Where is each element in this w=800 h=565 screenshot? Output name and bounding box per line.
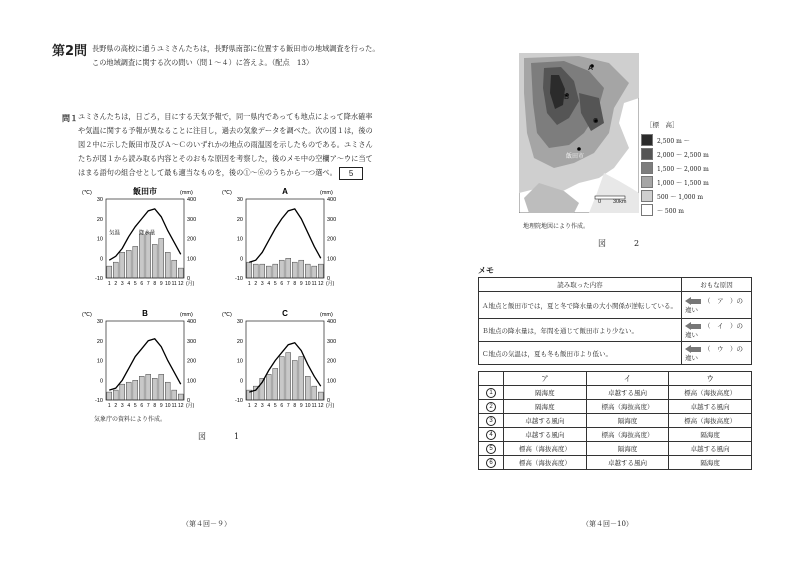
y-tick-right: 0 [327,398,331,404]
y-tick-right: 100 [187,256,197,263]
precip-bar [107,266,112,278]
precip-bar [318,264,323,278]
precip-bar [178,394,183,400]
memo-header-cause: おもな原因 [682,278,752,292]
choice-number[interactable]: 2 [486,402,496,412]
precip-bar [139,376,144,400]
precip-bar [152,244,157,278]
y-tick-left: 20 [96,338,103,345]
precip-bar [165,382,170,400]
choice-number[interactable]: 5 [486,444,496,454]
memo-header-row [479,278,752,292]
precip-bar [292,361,297,401]
map-legend-item [641,203,709,217]
question-title: 第2問 [52,44,88,59]
answer-u: 卓越する風向 [669,442,752,456]
memo-cause: （ ア ）の違い [685,297,743,314]
x-tick: 10 [304,281,311,287]
answer-row[interactable] [479,442,752,456]
x-tick: 6 [140,281,144,287]
x-tick: 10 [164,403,171,409]
answer-header-a: ア [504,372,587,386]
answer-row[interactable] [479,386,752,400]
answer-row[interactable] [479,428,752,442]
map-label-b: B [564,94,570,101]
x-tick: 8 [293,403,297,409]
precip-bar [107,392,112,400]
x-tick: 11 [171,281,177,287]
x-tick: 9 [299,281,303,287]
precip-bar [299,357,304,400]
answer-choice-table [478,371,752,470]
answer-header-row [479,372,752,386]
elevation-map [519,53,639,213]
x-tick: 6 [140,403,144,409]
y-tick-left: 10 [96,358,103,365]
choice-number[interactable]: 4 [486,430,496,440]
y-tick-left: 20 [236,338,243,345]
memo-content: Ａ地点と飯田市では，夏と冬で降水量の大小関係が逆転している。 [479,292,682,319]
precip-bar [178,268,183,278]
y-axis-left-unit: (℃) [222,312,232,318]
x-tick: 1 [107,403,111,409]
climograph-a [220,185,350,300]
precip-bar [279,260,284,278]
x-tick: 3 [260,403,264,409]
y-tick-left: 10 [236,236,243,243]
answer-a: 卓越する風向 [504,428,587,442]
answer-i: 隔海度 [586,442,669,456]
precip-bar [279,357,284,400]
annotation-precip: 降水量 [138,230,156,237]
precip-bar [126,250,131,278]
y-tick-left: 30 [236,197,243,203]
y-tick-right: 0 [327,276,331,282]
y-tick-right: 300 [327,216,337,223]
precip-bar [247,262,252,278]
precip-bar [299,260,304,278]
y-tick-right: 200 [187,236,197,243]
memo-table [478,277,752,365]
x-tick: 4 [267,403,271,409]
x-axis-unit: (月) [186,403,195,409]
y-tick-left: 20 [96,216,103,223]
answer-i: 標高（海抜高度） [586,428,669,442]
y-axis-left-unit: (℃) [222,190,232,196]
answer-number-box[interactable]: 5 [339,167,363,180]
x-tick: 7 [146,281,150,287]
answer-a: 卓越する風向 [504,414,587,428]
map-label-a: A [588,65,594,72]
temperature-line [249,209,321,262]
y-tick-left: 0 [99,378,103,385]
answer-u: 卓越する風向 [669,400,752,414]
precip-bar [139,235,144,278]
right-page-number: （第４回－10） [582,520,633,528]
y-tick-right: 100 [327,378,337,385]
map-legend-item [641,147,709,161]
y-tick-left: 10 [236,358,243,365]
x-tick: 12 [317,403,324,409]
y-tick-left: 0 [239,256,243,263]
plot-frame [106,321,184,400]
answer-u: 隔海度 [669,456,752,470]
x-tick: 5 [133,281,137,287]
x-tick: 7 [286,403,290,409]
x-tick: 6 [280,281,284,287]
y-tick-right: 0 [187,276,191,282]
legend-label: 500 ～ 1,000 m [657,193,704,201]
precip-bar [312,266,317,278]
x-axis-unit: (月) [186,281,195,287]
x-tick: 10 [164,281,171,287]
x-axis-unit: (月) [326,281,335,287]
y-tick-right: 400 [187,197,197,203]
legend-swatch [641,134,653,146]
x-tick: 11 [311,403,317,409]
x-tick: 2 [254,281,258,287]
precip-bar [266,374,271,400]
answer-num-cell [479,414,504,428]
legend-swatch [641,148,653,160]
answer-row[interactable] [479,400,752,414]
map-legend-item [641,133,709,147]
answer-header-num [479,372,504,386]
precip-bar [113,390,118,400]
y-tick-left: 30 [96,197,103,203]
x-tick: 11 [311,281,317,287]
precip-bar [312,386,317,400]
precip-bar [146,233,151,278]
answer-i: 標高（海抜高度） [586,400,669,414]
annotation-temp: 気温 [109,230,121,237]
memo-row [479,319,752,342]
chart-title: 飯田市 [133,187,157,196]
answer-i: 卓越する風向 [586,386,669,400]
precip-bar [292,262,297,278]
precip-bar [260,264,265,278]
memo-cause: （ ウ ）の違い [685,345,743,362]
x-tick: 3 [120,403,124,409]
answer-header-i: イ [586,372,669,386]
y-tick-left: 30 [236,319,243,325]
answer-num-cell [479,442,504,456]
y-tick-left: -10 [235,276,243,282]
map-scale-label: 30km [613,199,627,205]
climograph-b [80,307,210,422]
y-tick-right: 0 [187,398,191,404]
legend-label: 1,000 ～ 1,500 m [657,179,709,187]
memo-cause-cell [682,292,752,319]
memo-content: Ｂ地点の降水量は，年間を通じて飯田市より少ない。 [479,319,682,342]
memo-row [479,342,752,365]
memo-title: メモ [478,266,494,275]
y-tick-right: 200 [187,358,197,365]
x-tick: 3 [260,281,264,287]
legend-label: 2,500 m ～ [657,137,690,145]
x-tick: 8 [153,281,157,287]
map-legend-item [641,189,709,203]
map-label-c: C [593,118,599,125]
arrow-body [691,299,701,304]
x-tick: 1 [107,281,111,287]
x-tick: 9 [299,403,303,409]
y-axis-left-unit: (℃) [82,190,92,196]
legend-label: 1,500 ～ 2,000 m [657,165,709,173]
x-tick: 2 [114,281,118,287]
y-tick-right: 100 [187,378,197,385]
choice-number[interactable]: 1 [486,388,496,398]
precip-bar [305,376,310,400]
answer-a: 隔海度 [504,400,587,414]
y-tick-right: 400 [327,319,337,325]
chart-title: C [282,309,288,318]
x-axis-unit: (月) [326,403,335,409]
precip-bar [172,390,177,400]
memo-row [479,292,752,319]
y-tick-left: -10 [235,398,243,404]
y-tick-left: 20 [236,216,243,223]
answer-i: 隔海度 [586,414,669,428]
precip-bar [266,266,271,278]
y-tick-right: 400 [327,197,337,203]
y-tick-left: -10 [95,276,103,282]
y-tick-right: 300 [327,338,337,345]
q1-body: ユミさんたちは，日ごろ，目にする天気予報で，同一県内であっても地点によって降水確率や気温に関する予報が異なることに注目し，過去の気象データを調べた。次の図１は，後の図２中に示した飯田市及びＡ～Ｃのいずれかの地点の雨温図を示したものである。ユミさんたちが図１から読み取る内容とそのおもな原因を考察した，後のメモ中の空欄ア～ウに当てはまる語句の組合せとして最も適当なものを，後の①～⑥のうちから一つ選べ。 [78,112,373,177]
precip-bar [286,353,291,400]
answer-a: 隔海度 [504,386,587,400]
x-tick: 7 [286,281,290,287]
fig1-label: 図 1 [198,432,250,441]
question-intro: 長野県の高校に通うユミさんたちは，長野県南部に位置する飯田市の地域調査を行った。この地域調査に関する次の問い（問１～４）に答えよ。（配点 13） [92,44,380,67]
x-tick: 9 [159,403,163,409]
answer-u: 標高（海抜高度） [669,386,752,400]
y-tick-right: 100 [327,256,337,263]
x-tick: 9 [159,281,163,287]
map-label-iida: 飯田市 [566,153,585,160]
memo-cause: （ イ ）の違い [685,322,743,339]
precip-bar [253,264,258,278]
answer-num-cell [479,456,504,470]
answer-num-cell [479,400,504,414]
legend-label: 2,000 ～ 2,500 m [657,151,709,159]
precip-bar [120,384,125,400]
x-tick: 12 [177,403,184,409]
x-tick: 4 [267,281,271,287]
precip-bar [165,252,170,278]
precip-bar [126,382,131,400]
x-tick: 3 [120,281,124,287]
precip-bar [133,246,138,278]
y-tick-left: 30 [96,319,103,325]
memo-content: Ｃ地点の気温は，夏も冬も飯田市より低い。 [479,342,682,365]
left-page-number: （第４回－９） [182,520,231,528]
map-legend-item [641,161,709,175]
x-tick: 12 [177,281,184,287]
q1-label: 問１ [62,114,78,123]
answer-num-cell [479,428,504,442]
choice-number[interactable]: 6 [486,458,496,468]
y-tick-right: 300 [187,338,197,345]
map-source: 地理院地図により作成。 [523,223,590,230]
precip-bar [172,260,177,278]
y-tick-left: 0 [99,256,103,263]
legend-label: ～ 500 m [657,207,684,215]
memo-cause-cell [682,319,752,342]
precip-bar [159,374,164,400]
x-tick: 2 [254,403,258,409]
x-tick: 1 [247,281,251,287]
y-axis-left-unit: (℃) [82,312,92,318]
climograph-iida [80,185,210,300]
climograph-c [220,307,350,422]
answer-a: 標高（海抜高度） [504,442,587,456]
arrow-body [691,347,701,352]
precip-bar [305,264,310,278]
precip-bar [113,262,118,278]
answer-u: 隔海度 [669,428,752,442]
y-axis-right-unit: (mm) [320,190,333,196]
x-tick: 8 [153,403,157,409]
arrow-body [691,324,701,329]
memo-header-content: 読み取った内容 [479,278,682,292]
y-axis-right-unit: (mm) [320,312,333,318]
precip-bar [133,380,138,400]
precip-bar [152,378,157,400]
precip-bar [286,258,291,278]
x-tick: 4 [127,281,131,287]
precip-bar [146,374,151,400]
x-tick: 11 [171,403,177,409]
chart-title: A [282,187,288,196]
chart-title: B [142,309,148,318]
legend-swatch [641,204,653,216]
legend-swatch [641,162,653,174]
precip-bar [273,368,278,400]
x-tick: 12 [317,281,324,287]
answer-header-u: ウ [669,372,752,386]
x-tick: 4 [127,403,131,409]
y-tick-left: -10 [95,398,103,404]
answer-row[interactable] [479,456,752,470]
y-tick-right: 300 [187,216,197,223]
x-tick: 10 [304,403,311,409]
answer-num-cell [479,386,504,400]
x-tick: 5 [273,403,277,409]
precip-bar [273,264,278,278]
y-axis-right-unit: (mm) [180,312,193,318]
x-tick: 5 [273,281,277,287]
y-tick-left: 0 [239,378,243,385]
x-tick: 7 [146,403,150,409]
y-tick-right: 200 [327,236,337,243]
map-scale-zero: 0 [598,199,602,205]
choice-number[interactable]: 3 [486,416,496,426]
y-tick-right: 200 [327,358,337,365]
memo-cause-cell [682,342,752,365]
map-legend-item [641,175,709,189]
answer-a: 標高（海抜高度） [504,456,587,470]
map-legend-title: ［標 高］ [646,121,679,129]
y-tick-right: 400 [187,319,197,325]
q1-text [78,110,374,180]
map-legend [641,133,709,217]
x-tick: 1 [247,403,251,409]
answer-u: 標高（海抜高度） [669,414,752,428]
precip-bar [159,239,164,279]
fig2-label: 図 2 [598,239,650,248]
x-tick: 5 [133,403,137,409]
y-tick-left: 10 [96,236,103,243]
x-tick: 8 [293,281,297,287]
legend-swatch [641,176,653,188]
answer-row[interactable] [479,414,752,428]
answer-i: 卓越する風向 [586,456,669,470]
legend-swatch [641,190,653,202]
y-axis-right-unit: (mm) [180,190,193,196]
x-tick: 6 [280,403,284,409]
precip-bar [120,252,125,278]
fig1-source: 気象庁の資料により作成。 [94,416,167,423]
precip-bar [318,392,323,400]
x-tick: 2 [114,403,118,409]
